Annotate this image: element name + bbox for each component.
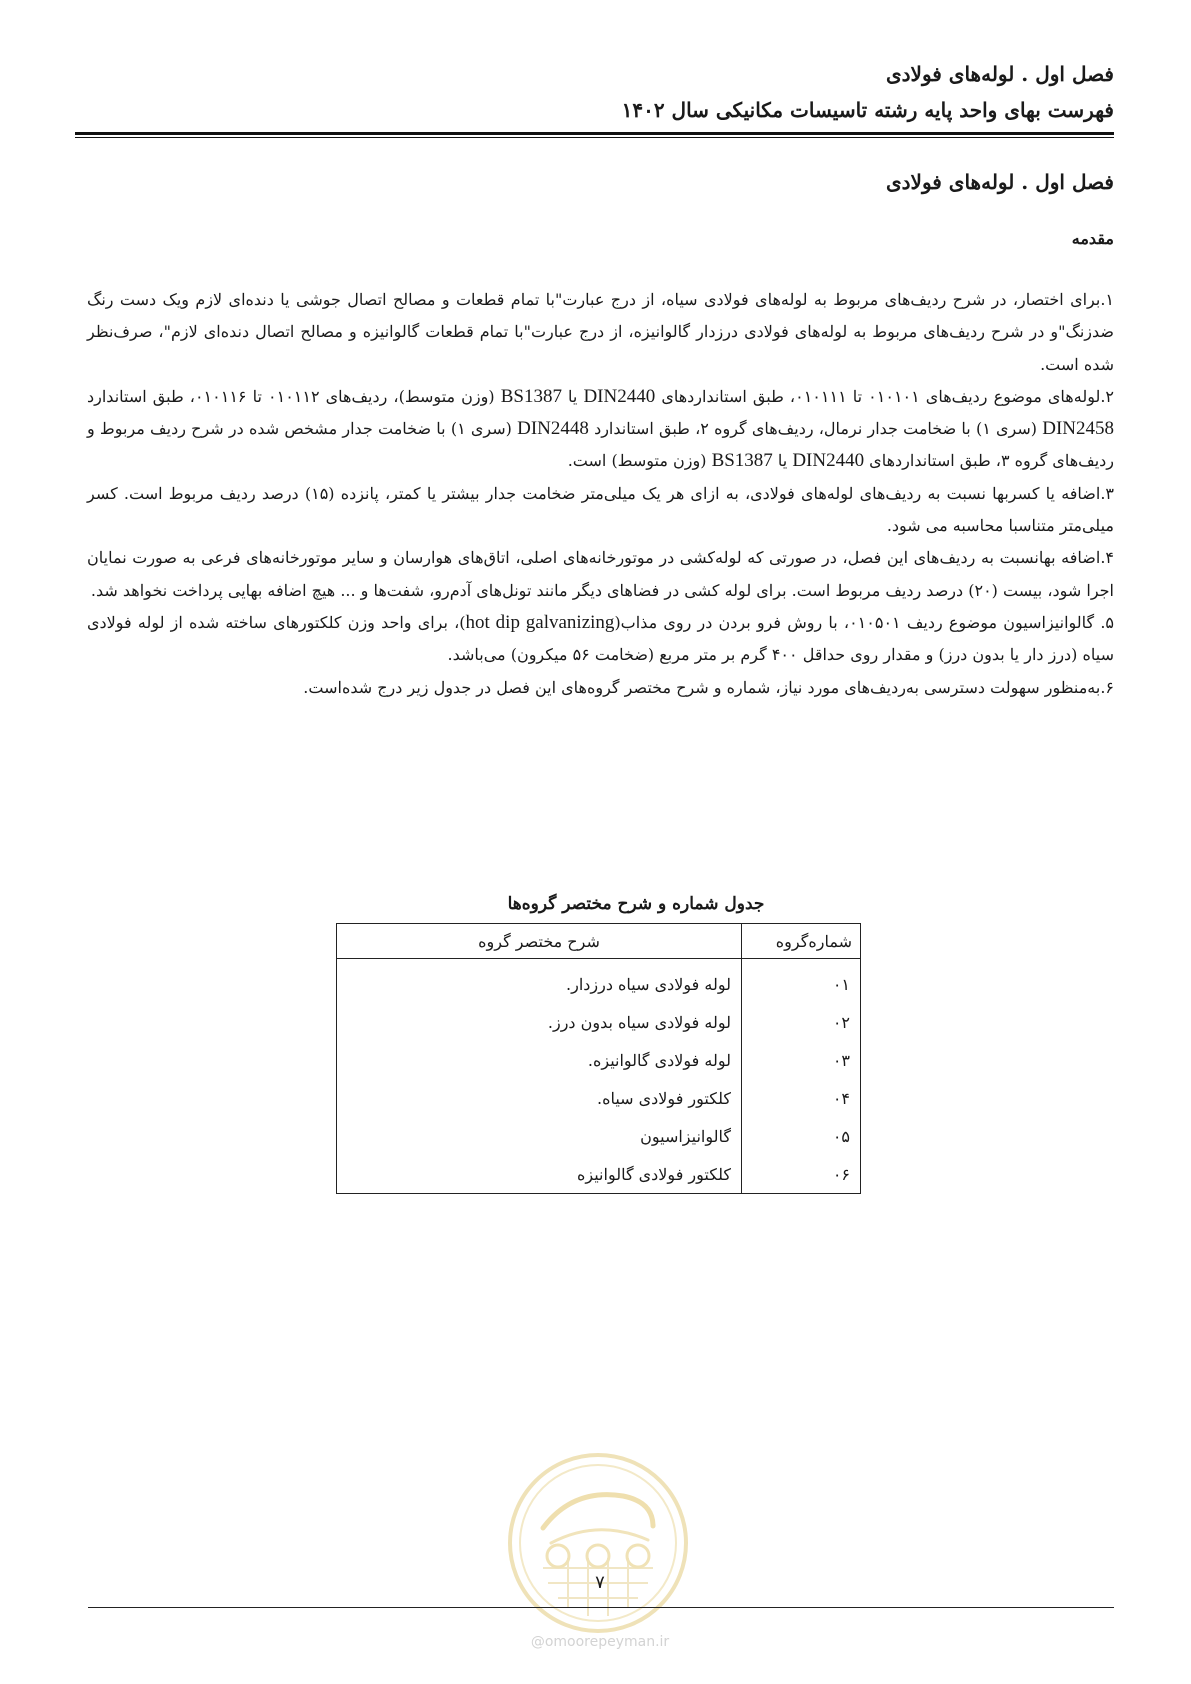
running-header-chapter: فصل اول . لوله‌های فولادی [885, 62, 1114, 86]
column-header-number: شماره‌گروه [742, 924, 861, 959]
group-description-cell: گالوانیزاسیون [337, 1117, 742, 1155]
watermark-seal-logo [503, 1448, 693, 1638]
standard-code: DIN2440 [583, 385, 656, 407]
table-row [337, 1041, 861, 1079]
standard-code: DIN2448 [517, 418, 589, 440]
paragraph-2-text-c: (وزن متوسط)، ردیف‌های ۰۱۰۱۱۲ تا ۰۱۰۱۱۶، طبق استاندارد [87, 386, 501, 406]
subsection-heading: مقدمه [1071, 229, 1114, 248]
paragraph-6: ۶.به‌منظور سهولت دسترسی به‌ردیف‌های مورد نیاز، شماره و شرح مختصر گروه‌های این فصل در جدول زیر درج شده‌است. [303, 677, 1114, 697]
group-number-cell: ۰۳ [742, 1041, 861, 1079]
table-header-row [337, 924, 861, 959]
page-number: ۷ [595, 1572, 605, 1593]
table-caption: جدول شماره و شرح مختصر گروه‌ها [507, 894, 765, 914]
group-description-cell: لوله فولادی گالوانیزه. [337, 1041, 742, 1079]
standard-code: BS1387 [711, 450, 773, 472]
paragraph-1: ۱.برای اختصار، در شرح ردیف‌های مربوط به لوله‌های فولادی سیاه، از درج عبارت"با تمام قطعات و مصالح اتصال جوشی یا دنده‌ای لازم ویک دست رنگ ضدزنگ"و در شرح ردیف‌های مربوط به لوله‌های فولادی درزدار گالوانیزه، از درج عبارت"با تمام قطعات گالوانیزه و مصالح اتصال دنده‌ای لازم"، صرف‌نظر شده است. [87, 290, 1114, 374]
group-description-cell: کلکتور فولادی گالوانیزه [337, 1155, 742, 1194]
column-header-description: شرح مختصر گروه [337, 924, 742, 959]
paragraph-5-text-a: ۵. گالوانیزاسیون موضوع ردیف ۰۱۰۵۰۱، با روش فرو بردن در روی مذاب( [614, 612, 1115, 632]
paragraph-2-text-b: یا [561, 386, 584, 406]
group-number-cell: ۰۱ [742, 959, 861, 1004]
intro-body [87, 284, 1114, 704]
paragraph-5 [87, 607, 1114, 672]
process-name-latin: hot dip galvanizing [465, 611, 615, 633]
groups-table [336, 923, 861, 1194]
group-description-cell: لوله فولادی سیاه بدون درز. [337, 1003, 742, 1041]
group-number-cell: ۰۵ [742, 1117, 861, 1155]
running-header-list-title: فهرست بهای واحد پایه رشته تاسیسات مکانیکی سال ۱۴۰۲ [621, 98, 1114, 122]
paragraph-2-text-d: (سری ۱) با ضخامت جدار نرمال، ردیف‌های گروه ۲، طبق استاندارد [588, 419, 1043, 439]
paragraph-4: ۴.اضافه بهانسبت به ردیف‌های این فصل، در صورتی که لوله‌کشی در موتورخانه‌های اصلی، اتاق‌های هوارسان و سایر موتورخانه‌های فرعی به صورت نمایان اجرا شود، بیست (۲۰) درصد ردیف مربوط است. برای لوله کشی در فضاهای دیگر مانند تونل‌های آدم‌رو، شفت‌ها و ... هیچ اضافه بهایی پرداخت نخواهد شد. [87, 548, 1114, 600]
table-row [337, 1155, 861, 1194]
group-number-cell: ۰۶ [742, 1155, 861, 1194]
table-row [337, 959, 861, 1004]
standard-code: BS1387 [500, 385, 562, 407]
paragraph-2-text-f: یا [772, 451, 793, 471]
paragraph-2-text-g: (وزن متوسط) است. [567, 451, 712, 471]
paragraph-3: ۳.اضافه یا کسربها نسبت به ردیف‌های لوله‌های فولادی، به ازای هر یک میلی‌متر ضخامت جدار بیشتر یا کمتر، پانزده (۱۵) درصد ردیف مربوط است. کسر میلی‌متر متناسبا محاسبه می شود. [87, 483, 1115, 536]
header-rule-thick [75, 132, 1114, 135]
group-description-cell: کلکتور فولادی سیاه. [337, 1079, 742, 1117]
table-row [337, 1079, 861, 1117]
watermark-website: @omoorepeyman.ir [530, 1634, 670, 1650]
paragraph-2-text-e: (سری ۱) با ضخامت جدار مشخص شده در شرح ردیف مربوط و ردیف‌های گروه ۳، طبق استانداردهای [87, 419, 1114, 471]
section-title: فصل اول . لوله‌های فولادی [885, 170, 1114, 194]
table-row [337, 1117, 861, 1155]
standard-code: DIN2458 [1042, 418, 1115, 440]
footer-rule [88, 1607, 1114, 1608]
paragraph-2 [87, 381, 1114, 478]
group-number-cell: ۰۲ [742, 1003, 861, 1041]
header-rule-thin [75, 137, 1114, 138]
paragraph-5-text-b: )، برای واحد وزن کلکتورهای ساخته شده از لوله فولادی سیاه (درز دار یا بدون درز) و مقدار روی حداقل ۴۰۰ گرم بر متر مربع (ضخامت ۵۶ میکرون) می‌باشد. [87, 612, 1114, 665]
paragraph-2-text-a: ۲.لوله‌های موضوع ردیف‌های ۰۱۰۱۰۱ تا ۰۱۰۱۱۱، طبق استانداردهای [655, 386, 1115, 406]
group-description-cell: لوله فولادی سیاه درزدار. [337, 959, 742, 1004]
standard-code: DIN2440 [792, 450, 865, 472]
table-row [337, 1003, 861, 1041]
group-number-cell: ۰۴ [742, 1079, 861, 1117]
